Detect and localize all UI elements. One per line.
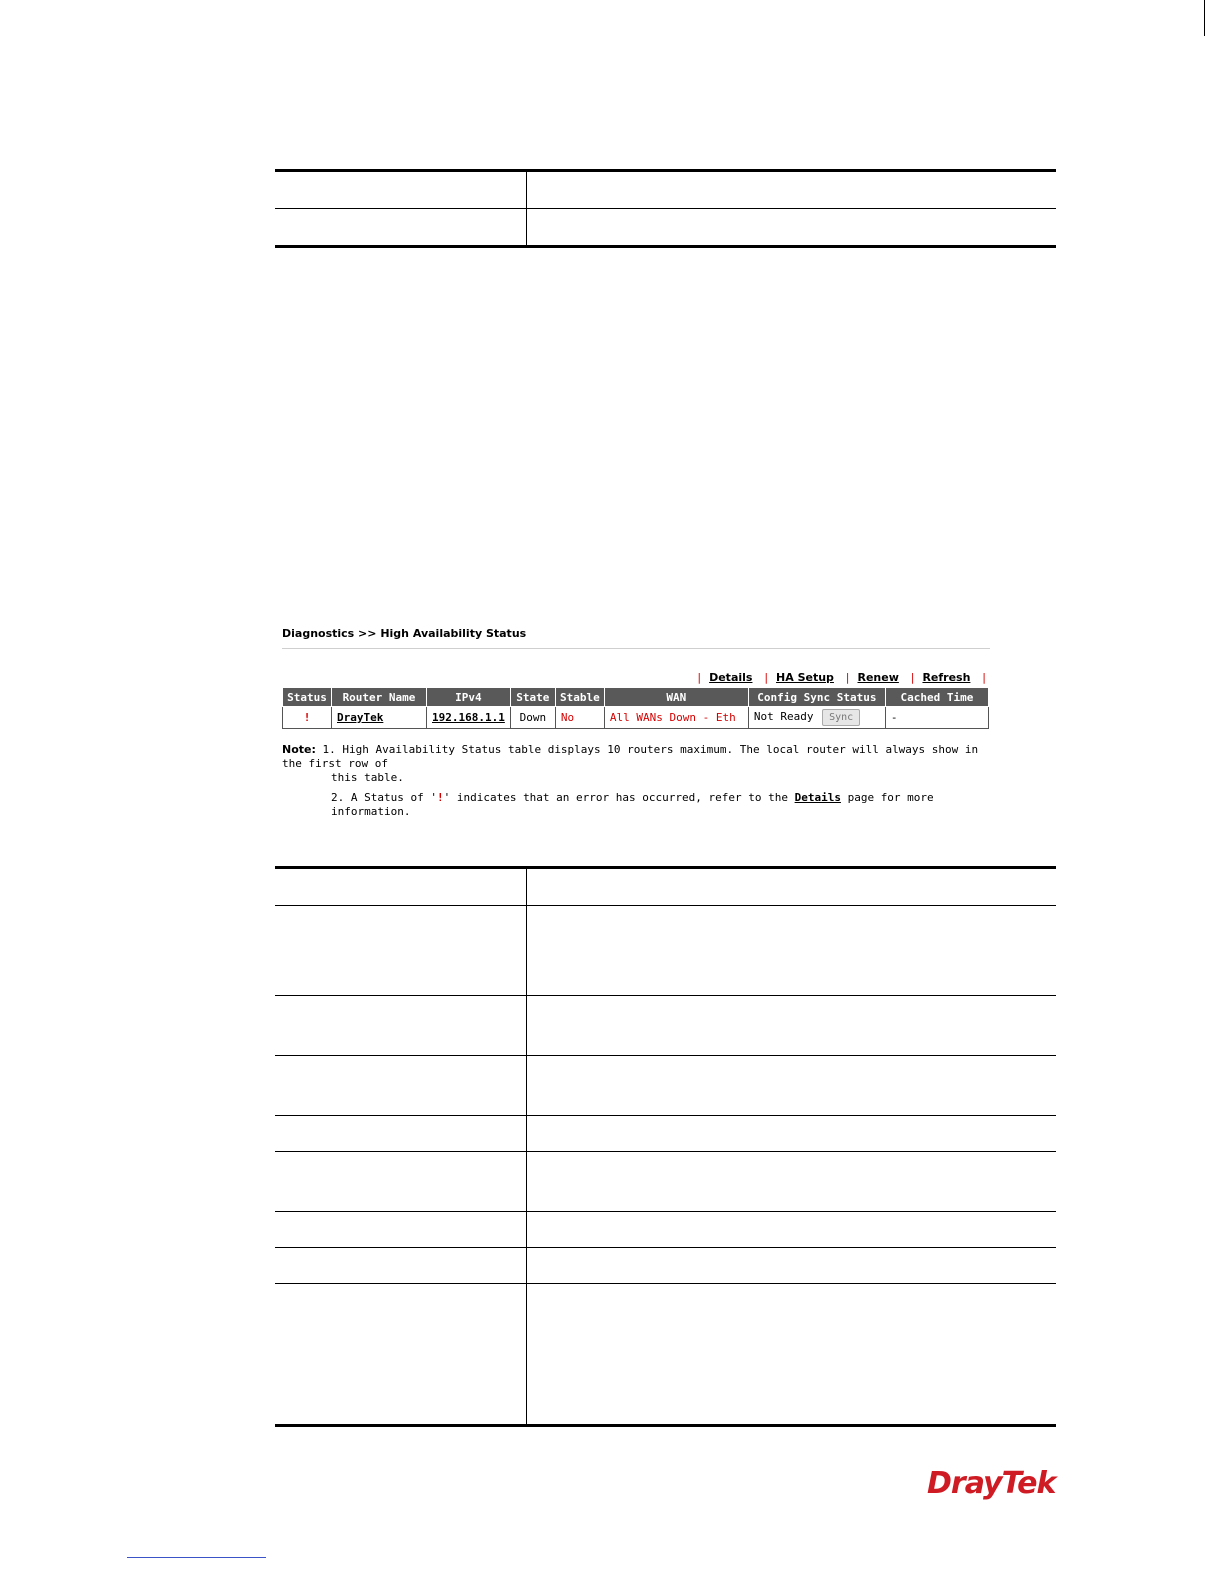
action-links: | Details | HA Setup | Renew | Refresh |: [697, 671, 986, 684]
doc-table-row: [275, 1284, 1056, 1427]
stable-value: No: [555, 707, 604, 729]
doc-table-row: [275, 1248, 1056, 1284]
table-header-row: [283, 688, 989, 707]
state-value: Down: [510, 707, 555, 729]
col-cached-time: Cached Time: [885, 688, 988, 707]
col-state: State: [510, 688, 555, 707]
ha-setup-link[interactable]: HA Setup: [776, 671, 834, 684]
footer-link-underline: [127, 1557, 266, 1558]
note-2-mid: ' indicates that an error has occurred, refer to the: [443, 791, 795, 804]
note-2-suffix: page for more information.: [331, 791, 934, 818]
note-1-text: High Availability Status table displays 10 routers maximum. The local router will always show in the first row of: [282, 743, 979, 770]
details-note-link[interactable]: Details: [794, 791, 841, 804]
note-1-cont: this table.: [331, 771, 404, 784]
status-error-icon: !: [283, 707, 332, 729]
col-wan: WAN: [604, 688, 748, 707]
doc-table-row: [275, 1152, 1056, 1212]
doc-table-bottom: [275, 866, 1056, 1427]
ipv4-link[interactable]: 192.168.1.1: [432, 711, 505, 724]
refresh-link[interactable]: Refresh: [922, 671, 971, 684]
note-block: [282, 743, 990, 819]
ha-status-panel: [282, 626, 990, 819]
config-sync-cell: [748, 707, 885, 729]
col-config-sync: Config Sync Status: [748, 688, 885, 707]
page-edge-bar: [1204, 0, 1205, 36]
doc-table-row: [275, 1056, 1056, 1116]
breadcrumb-divider: [282, 648, 990, 649]
note-2: [282, 791, 990, 819]
table-row: [283, 707, 989, 729]
sync-button[interactable]: Sync: [822, 709, 860, 726]
note-1-number: 1.: [322, 743, 336, 756]
wan-value: All WANs Down - Eth: [604, 707, 748, 729]
note-2-mark: !: [436, 791, 444, 804]
col-ipv4: IPv4: [427, 688, 511, 707]
router-name-link[interactable]: DrayTek: [337, 711, 384, 724]
doc-table-row: [275, 1212, 1056, 1248]
col-status: Status: [283, 688, 332, 707]
config-sync-value: Not Ready: [753, 710, 814, 723]
doc-table-row: [275, 209, 1056, 248]
doc-table-row: [275, 866, 1056, 906]
doc-table-row: [275, 1116, 1056, 1152]
note-2-prefix: 2. A Status of ': [331, 791, 437, 804]
col-router-name: Router Name: [332, 688, 427, 707]
doc-table-row: [275, 169, 1056, 209]
renew-link[interactable]: Renew: [857, 671, 899, 684]
doc-table-row: [275, 996, 1056, 1056]
doc-table-row: [275, 906, 1056, 996]
cached-time-value: -: [885, 707, 988, 729]
col-stable: Stable: [555, 688, 604, 707]
note-label: Note:: [282, 743, 316, 756]
details-link[interactable]: Details: [709, 671, 753, 684]
breadcrumb: Diagnostics >> High Availability Status: [282, 627, 527, 640]
draytek-logo: DrayTek: [927, 1466, 1056, 1501]
doc-table-top: [275, 169, 1056, 248]
ha-status-table: [282, 687, 989, 729]
